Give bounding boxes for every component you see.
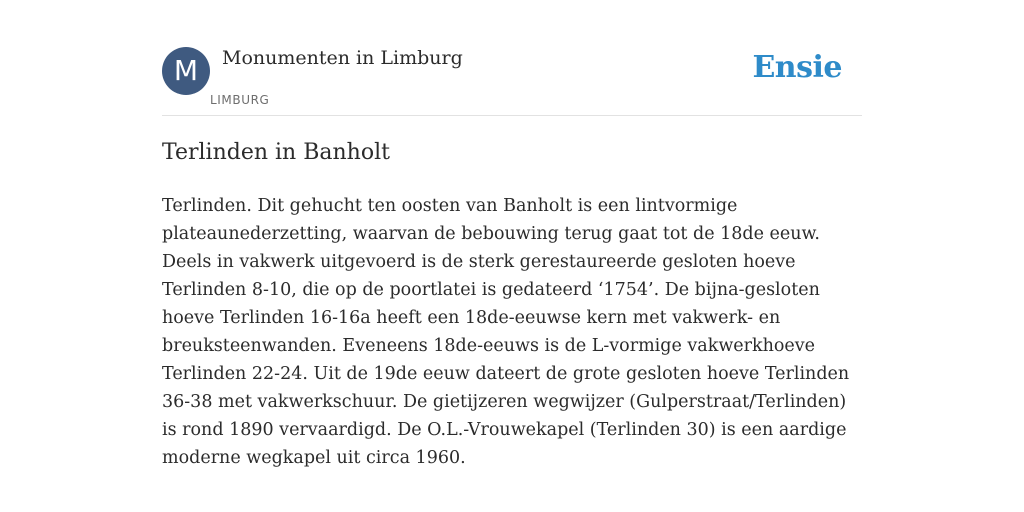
avatar[interactable]: M bbox=[162, 47, 210, 95]
article-body: Terlinden. Dit gehucht ten oosten van Banholt is een lintvormige plateaunederzetting, waarvan de bebouwing terug gaat tot de 18de eeuw. Deels in vakwerk uitgevoerd is de sterk gerestaureerde gesloten hoeve Terlinden 8-10, die op de poortlatei is gedateerd ‘1754’. De bijna-gesloten hoeve Terlinden 16-16a heeft een 18de-eeuwse kern met vakwerk- en breuksteenwanden. Eveneens 18de-eeuws is de L-vormige vakwerkhoeve Terlinden 22-24. Uit de 19de eeuw dateert de grote gesloten hoeve Terlinden 36-38 met vakwerkschuur. De gietijzeren wegwijzer (Gulperstraat/Terlinden) is rond 1890 vervaardigd. De O.L.-Vrouwekapel (Terlinden 30) is een aardige moderne wegkapel uit circa 1960. bbox=[162, 196, 850, 468]
source-title-link[interactable]: Monumenten in Limburg bbox=[222, 47, 463, 69]
divider bbox=[162, 115, 862, 116]
header bbox=[162, 46, 862, 116]
article-title: Terlinden in Banholt bbox=[162, 140, 390, 165]
category-label[interactable]: LIMBURG bbox=[210, 93, 270, 107]
brand-logo[interactable]: Ensie bbox=[752, 50, 842, 85]
